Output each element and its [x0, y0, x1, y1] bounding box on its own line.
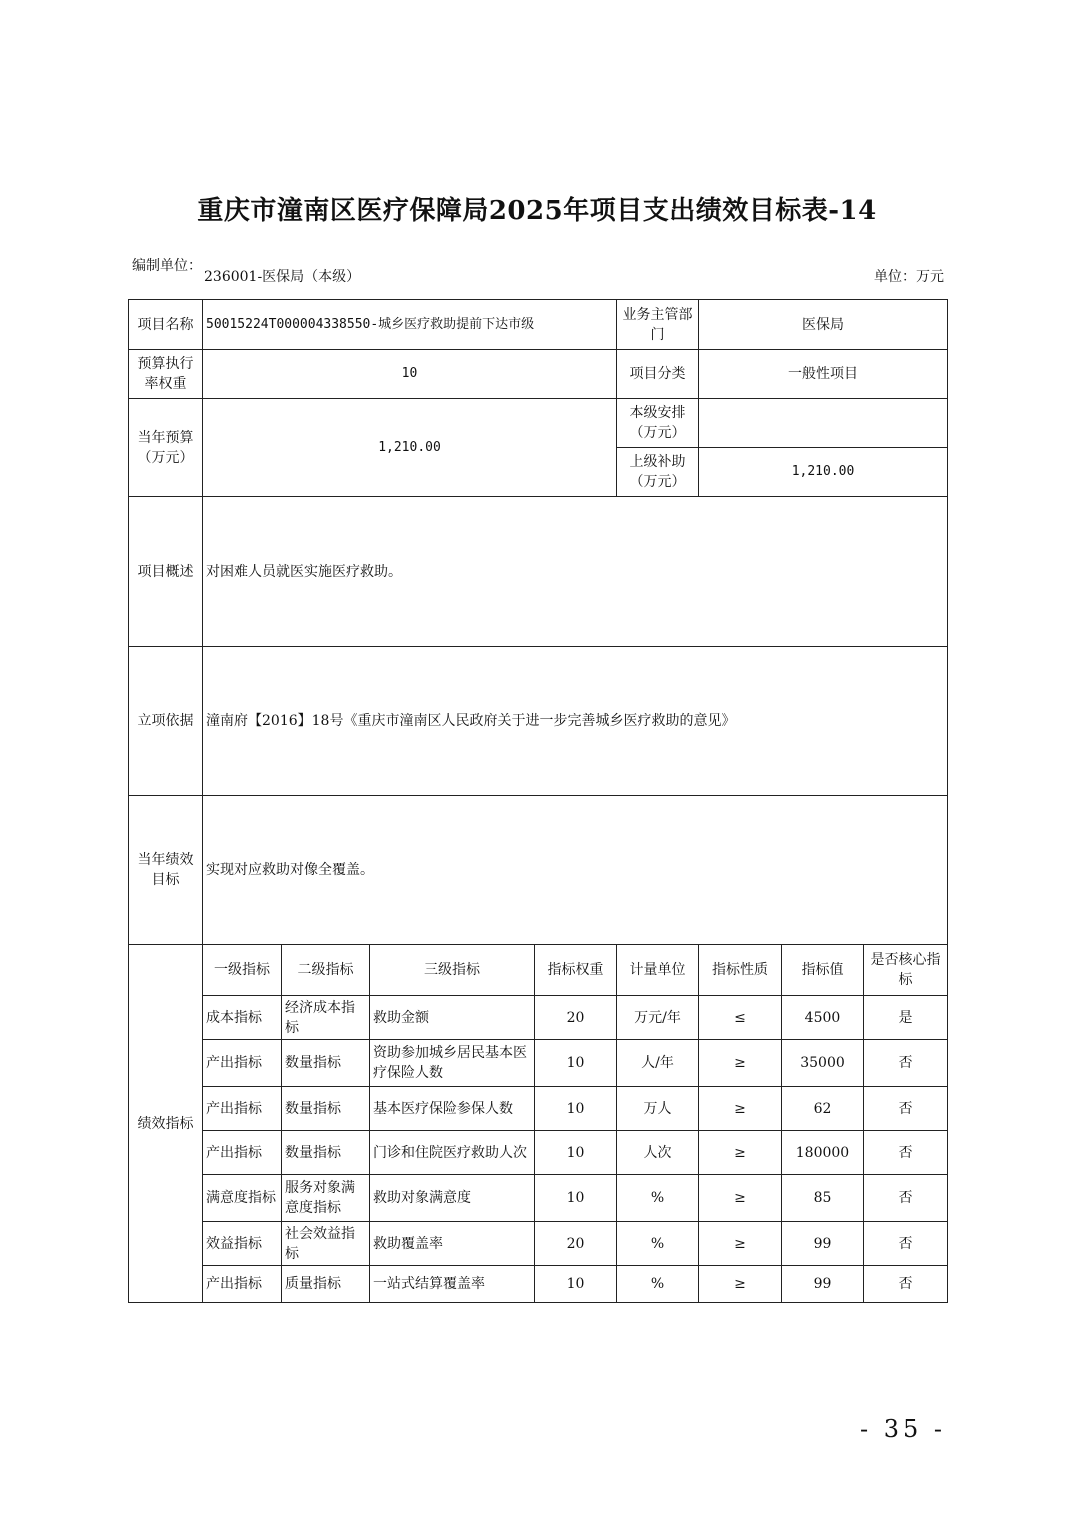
indicator-level3: 资助参加城乡居民基本医疗保险人数	[370, 1040, 535, 1087]
indicator-core: 是	[864, 996, 948, 1040]
indicator-nature: ≥	[699, 1222, 782, 1266]
indicator-unit: 万元/年	[617, 996, 699, 1040]
indicator-level1: 产出指标	[203, 1131, 282, 1175]
indicator-value: 85	[782, 1175, 864, 1222]
category-value: 一般性项目	[699, 350, 948, 399]
indicator-header: 一级指标	[203, 945, 282, 996]
indicator-level1: 产出指标	[203, 1266, 282, 1303]
indicator-nature: ≥	[699, 1266, 782, 1303]
category-label: 项目分类	[617, 350, 699, 399]
indicator-level2: 数量指标	[282, 1131, 370, 1175]
indicators-label: 绩效指标	[129, 945, 203, 1303]
indicator-row	[129, 1175, 948, 1222]
overview-label: 项目概述	[129, 497, 203, 647]
indicator-header: 三级指标	[370, 945, 535, 996]
indicator-header: 指标性质	[699, 945, 782, 996]
project-name-label: 项目名称	[129, 300, 203, 350]
indicator-level2: 经济成本指标	[282, 996, 370, 1040]
indicator-header: 指标值	[782, 945, 864, 996]
indicator-core: 否	[864, 1131, 948, 1175]
indicator-value: 99	[782, 1222, 864, 1266]
indicator-weight: 10	[535, 1266, 617, 1303]
indicator-level3: 门诊和住院医疗救助人次	[370, 1131, 535, 1175]
indicator-weight: 10	[535, 1131, 617, 1175]
indicator-weight: 20	[535, 996, 617, 1040]
indicator-unit: 人/年	[617, 1040, 699, 1087]
basis-value: 潼南府【2016】18号《重庆市潼南区人民政府关于进一步完善城乡医疗救助的意见》	[203, 647, 948, 796]
indicator-level1: 满意度指标	[203, 1175, 282, 1222]
indicator-value: 4500	[782, 996, 864, 1040]
indicator-header: 计量单位	[617, 945, 699, 996]
annual-goal-value: 实现对应救助对像全覆盖。	[203, 796, 948, 945]
document-title: 重庆市潼南区医疗保障局2025年项目支出绩效目标表-14	[197, 196, 877, 226]
indicator-level3: 救助金额	[370, 996, 535, 1040]
dept-label: 业务主管部门	[617, 300, 699, 350]
indicator-level1: 产出指标	[203, 1040, 282, 1087]
indicator-header: 指标权重	[535, 945, 617, 996]
indicator-core: 否	[864, 1222, 948, 1266]
indicator-nature: ≥	[699, 1175, 782, 1222]
currency-unit: 单位：万元	[874, 269, 944, 285]
indicator-weight: 20	[535, 1222, 617, 1266]
budget-weight-value: 10	[203, 350, 617, 399]
indicator-value: 62	[782, 1087, 864, 1131]
indicator-unit: %	[617, 1222, 699, 1266]
indicator-nature: ≥	[699, 1087, 782, 1131]
basis-label: 立项依据	[129, 647, 203, 796]
indicator-core: 否	[864, 1266, 948, 1303]
indicator-level3: 救助对象满意度	[370, 1175, 535, 1222]
annual-goal-label: 当年绩效目标	[129, 796, 203, 945]
indicator-weight: 10	[535, 1040, 617, 1087]
indicator-unit: 人次	[617, 1131, 699, 1175]
indicator-level3: 救助覆盖率	[370, 1222, 535, 1266]
indicator-unit: 万人	[617, 1087, 699, 1131]
local-arrangement-value	[699, 399, 948, 448]
budget-weight-label: 预算执行率权重	[129, 350, 203, 399]
preparing-unit-value: 236001-医保局（本级）	[204, 269, 361, 285]
annual-budget-value: 1,210.00	[203, 399, 617, 497]
performance-target-table	[128, 299, 948, 1303]
indicator-row	[129, 1222, 948, 1266]
superior-subsidy-label: 上级补助（万元）	[617, 448, 699, 497]
indicator-nature: ≥	[699, 1131, 782, 1175]
page-number: - 35 -	[859, 1415, 946, 1443]
indicator-nature: ≤	[699, 996, 782, 1040]
project-name-value: 50015224T000004338550-城乡医疗救助提前下达市级	[203, 300, 617, 350]
indicator-unit: %	[617, 1175, 699, 1222]
indicator-level2: 质量指标	[282, 1266, 370, 1303]
indicator-value: 180000	[782, 1131, 864, 1175]
annual-budget-label: 当年预算（万元）	[129, 399, 203, 497]
indicator-row	[129, 1040, 948, 1087]
indicator-nature: ≥	[699, 1040, 782, 1087]
indicator-weight: 10	[535, 1175, 617, 1222]
indicator-header: 是否核心指标	[864, 945, 948, 996]
preparing-unit-label: 编制单位：	[132, 258, 202, 274]
indicator-level1: 效益指标	[203, 1222, 282, 1266]
indicator-level2: 数量指标	[282, 1087, 370, 1131]
indicator-core: 否	[864, 1087, 948, 1131]
indicator-weight: 10	[535, 1087, 617, 1131]
indicator-value: 99	[782, 1266, 864, 1303]
indicator-level1: 产出指标	[203, 1087, 282, 1131]
overview-value: 对困难人员就医实施医疗救助。	[203, 497, 948, 647]
indicator-level2: 社会效益指标	[282, 1222, 370, 1266]
indicator-level2: 服务对象满意度指标	[282, 1175, 370, 1222]
indicator-level2: 数量指标	[282, 1040, 370, 1087]
indicator-core: 否	[864, 1175, 948, 1222]
indicator-value: 35000	[782, 1040, 864, 1087]
indicator-level3: 一站式结算覆盖率	[370, 1266, 535, 1303]
local-arrangement-label: 本级安排（万元）	[617, 399, 699, 448]
indicator-row	[129, 1087, 948, 1131]
indicator-row	[129, 1131, 948, 1175]
indicator-header: 二级指标	[282, 945, 370, 996]
indicator-level3: 基本医疗保险参保人数	[370, 1087, 535, 1131]
indicator-core: 否	[864, 1040, 948, 1087]
dept-value: 医保局	[699, 300, 948, 350]
indicator-level1: 成本指标	[203, 996, 282, 1040]
indicator-row	[129, 996, 948, 1040]
indicator-unit: %	[617, 1266, 699, 1303]
indicator-row	[129, 1266, 948, 1303]
superior-subsidy-value: 1,210.00	[699, 448, 948, 497]
